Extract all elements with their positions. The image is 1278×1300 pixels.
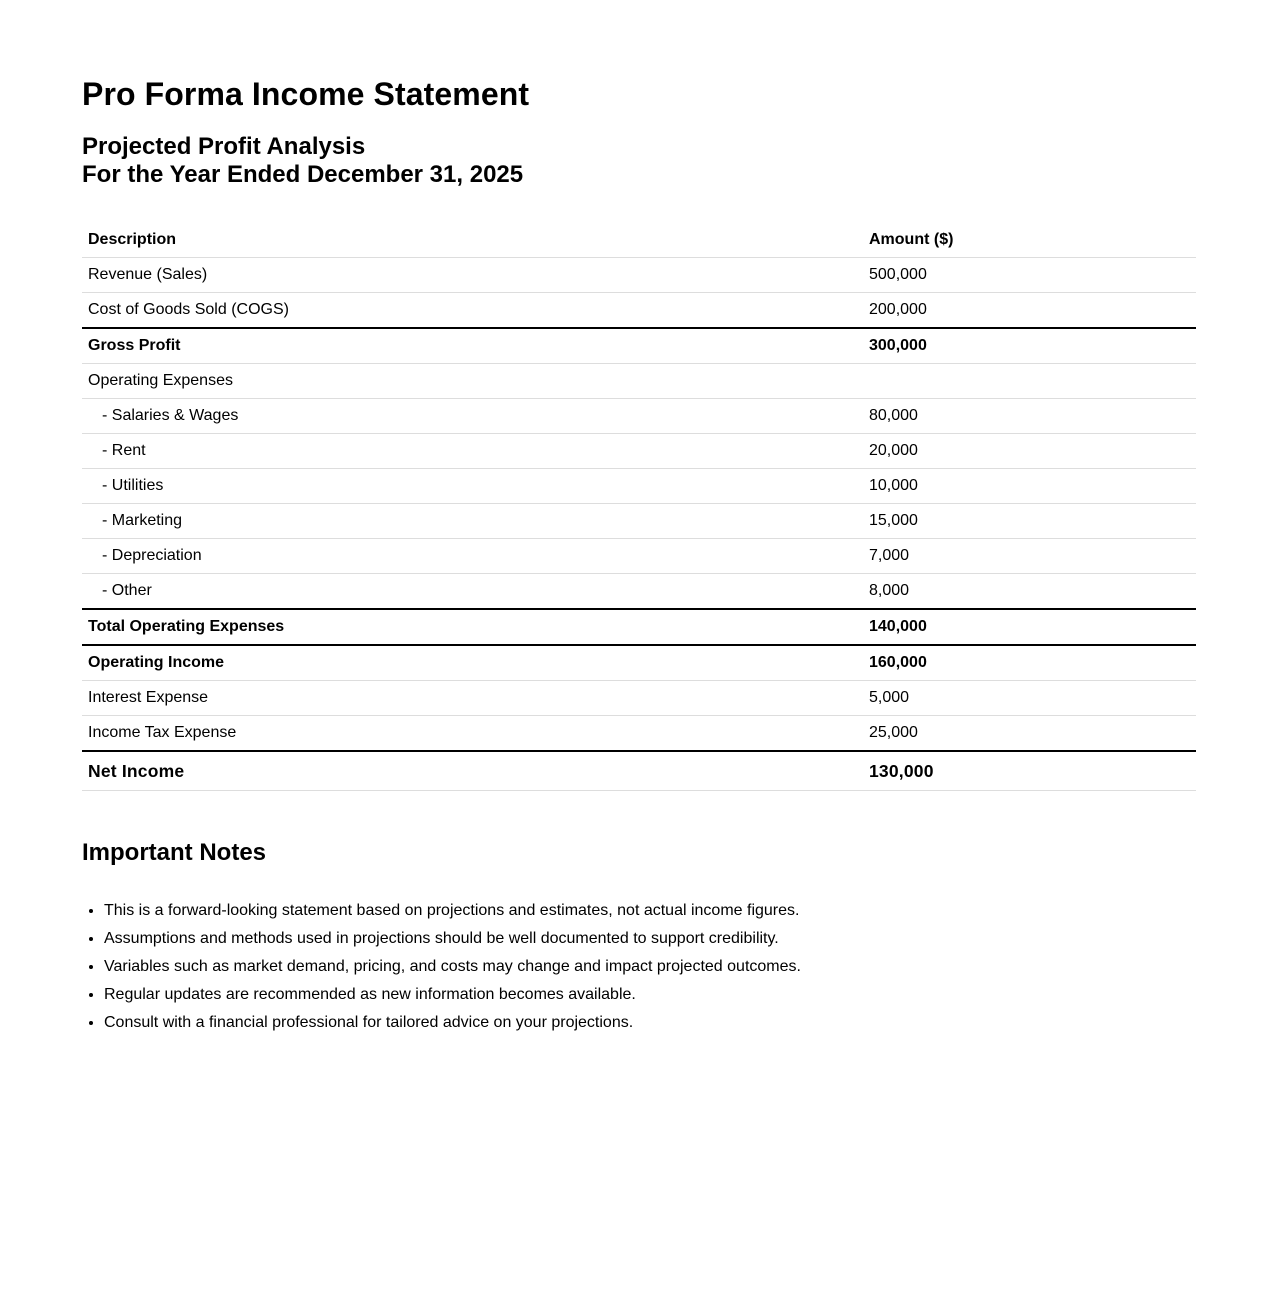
row-description: - Marketing [82,504,863,539]
row-description: Net Income [82,751,863,791]
subtitle-period: For the Year Ended December 31, 2025 [82,161,524,188]
row-amount: 140,000 [863,609,1196,645]
row-amount: 5,000 [863,681,1196,716]
row-amount: 10,000 [863,469,1196,504]
row-description: Operating Expenses [82,364,863,399]
row-amount: 80,000 [863,399,1196,434]
table-row [82,469,1196,504]
page-title: Pro Forma Income Statement [82,76,530,112]
list-item: • Consult with a financial professional for tailored advice on your projections. [104,1009,1196,1037]
column-header-description: Description [82,222,863,258]
row-amount: 25,000 [863,716,1196,752]
list-item: • Assumptions and methods used in projections should be well documented to support credibility. [104,925,1196,953]
table-row [82,574,1196,610]
row-description: Interest Expense [82,681,863,716]
table-row-total-operating-expenses [82,609,1196,645]
row-description: - Rent [82,434,863,469]
row-description: - Other [82,574,863,610]
table-row [82,293,1196,329]
table-row-operating-expenses-header [82,364,1196,399]
column-header-amount: Amount ($) [863,222,1196,258]
row-description: - Depreciation [82,539,863,574]
table-row [82,399,1196,434]
list-item: • This is a forward-looking statement based on projections and estimates, not actual income figures. [104,897,1196,925]
row-description: Revenue (Sales) [82,258,863,293]
row-amount: 15,000 [863,504,1196,539]
table-row-operating-income [82,645,1196,681]
list-item: • Regular updates are recommended as new information becomes available. [104,981,1196,1009]
table-row-net-income [82,751,1196,791]
table-row [82,504,1196,539]
table-row [82,258,1196,293]
table-row [82,434,1196,469]
row-amount: 7,000 [863,539,1196,574]
row-amount: 8,000 [863,574,1196,610]
income-statement-table [82,222,1196,791]
row-description: Gross Profit [82,328,863,364]
row-amount: 500,000 [863,258,1196,293]
notes-heading: Important Notes [82,839,267,866]
row-amount [863,364,1196,399]
table-row [82,539,1196,574]
row-amount: 20,000 [863,434,1196,469]
table-row-gross-profit [82,328,1196,364]
row-description: Income Tax Expense [82,716,863,752]
row-description: - Salaries & Wages [82,399,863,434]
subtitle [82,133,1196,189]
row-amount: 200,000 [863,293,1196,329]
row-description: Cost of Goods Sold (COGS) [82,293,863,329]
row-description: Total Operating Expenses [82,609,863,645]
notes-list [82,897,1196,1037]
table-row [82,681,1196,716]
table-row [82,716,1196,752]
row-amount: 300,000 [863,328,1196,364]
row-amount: 130,000 [863,751,1196,791]
row-description: Operating Income [82,645,863,681]
table-header-row [82,222,1196,258]
subtitle-analysis: Projected Profit Analysis [82,133,366,160]
row-amount: 160,000 [863,645,1196,681]
row-description: - Utilities [82,469,863,504]
list-item: • Variables such as market demand, pricing, and costs may change and impact projected outcomes. [104,953,1196,981]
